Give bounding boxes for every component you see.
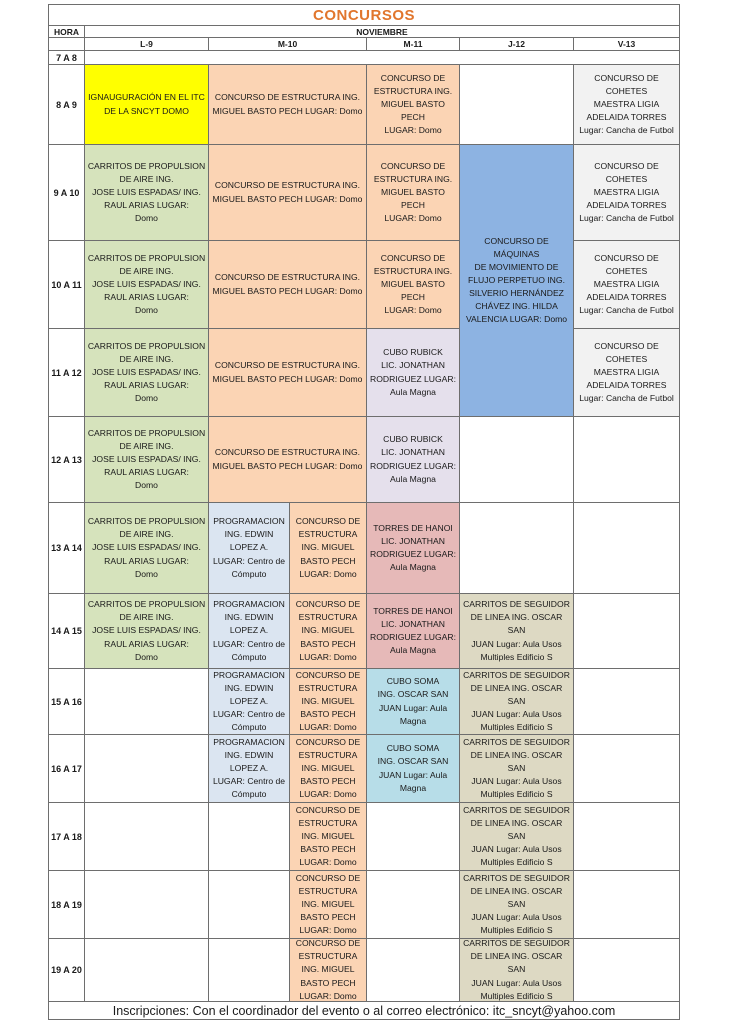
hour-label: 12 A 13 <box>48 416 85 503</box>
day-header-m10: M-10 <box>208 37 367 51</box>
event-concurso-estructura: CONCURSO DE ESTRUCTURA ING. MIGUEL BASTO PECH LUGAR: Domo <box>208 416 367 503</box>
event-carritos-seguidor: CARRITOS DE SEGUIDOR DE LINEA ING. OSCAR SAN JUAN Lugar: Aula Usos Multiples Edificio S <box>459 938 574 1002</box>
event-concurso-estructura: CONCURSO DE ESTRUCTURA ING. MIGUEL BASTO PECH LUGAR: Domo <box>208 328 367 417</box>
event-concurso-estructura: CONCURSO DE ESTRUCTURA ING. MIGUEL BASTO PECH LUGAR: Domo <box>366 64 460 145</box>
empty-cell <box>573 938 680 1002</box>
event-programacion: PROGRAMACION ING. EDWIN LOPEZ A. LUGAR: Centro de Cómputo <box>208 668 290 735</box>
empty-cell <box>84 938 209 1002</box>
hour-label: 17 A 18 <box>48 802 85 871</box>
empty-cell <box>208 870 290 939</box>
hour-label: 11 A 12 <box>48 328 85 417</box>
empty-cell <box>573 802 680 871</box>
empty-cell <box>573 668 680 735</box>
event-carritos-seguidor: CARRITOS DE SEGUIDOR DE LINEA ING. OSCAR SAN JUAN Lugar: Aula Usos Multiples Edificio S <box>459 734 574 803</box>
event-concurso-estructura: CONCURSO DE ESTRUCTURA ING. MIGUEL BASTO PECH LUGAR: Domo <box>208 64 367 145</box>
event-torres-hanoi: TORRES DE HANOI LIC. JONATHAN RODRIGUEZ LUGAR: Aula Magna <box>366 502 460 594</box>
event-torres-hanoi: TORRES DE HANOI LIC. JONATHAN RODRIGUEZ LUGAR: Aula Magna <box>366 593 460 669</box>
event-carritos-propulsion: CARRITOS DE PROPULSION DE AIRE ING. JOSE LUIS ESPADAS/ ING. RAUL ARIAS LUGAR: Domo <box>84 240 209 329</box>
empty-cell <box>459 64 574 145</box>
schedule-sheet <box>48 4 680 1020</box>
empty-cell <box>459 416 574 503</box>
event-carritos-propulsion: CARRITOS DE PROPULSION DE AIRE ING. JOSE LUIS ESPADAS/ ING. RAUL ARIAS LUGAR: Domo <box>84 502 209 594</box>
hour-label: 10 A 11 <box>48 240 85 329</box>
event-concurso-cohetes: CONCURSO DE COHETES MAESTRA LIGIA ADELAIDA TORRES Lugar: Cancha de Futbol <box>573 64 680 145</box>
event-carritos-seguidor: CARRITOS DE SEGUIDOR DE LINEA ING. OSCAR SAN JUAN Lugar: Aula Usos Multiples Edificio S <box>459 668 574 735</box>
empty-cell <box>84 802 209 871</box>
event-concurso-estructura: CONCURSO DE ESTRUCTURA ING. MIGUEL BASTO PECH LUGAR: Domo <box>208 144 367 241</box>
event-concurso-cohetes: CONCURSO DE COHETES MAESTRA LIGIA ADELAIDA TORRES Lugar: Cancha de Futbol <box>573 328 680 417</box>
registration-footer: Inscripciones: Con el coordinador del evento o al correo electrónico: itc_sncyt@yahoo.com <box>48 1001 680 1020</box>
hour-label: 8 A 9 <box>48 64 85 145</box>
event-programacion: PROGRAMACION ING. EDWIN LOPEZ A. LUGAR: Centro de Cómputo <box>208 734 290 803</box>
event-concurso-estructura: CONCURSO DE ESTRUCTURA ING. MIGUEL BASTO PECH LUGAR: Domo <box>208 240 367 329</box>
empty-cell <box>84 668 209 735</box>
event-carritos-seguidor: CARRITOS DE SEGUIDOR DE LINEA ING. OSCAR SAN JUAN Lugar: Aula Usos Multiples Edificio S <box>459 802 574 871</box>
empty-cell <box>573 870 680 939</box>
event-concurso-estructura: CONCURSO DE ESTRUCTURA ING. MIGUEL BASTO PECH LUGAR: Domo <box>366 144 460 241</box>
event-carritos-propulsion: CARRITOS DE PROPULSION DE AIRE ING. JOSE LUIS ESPADAS/ ING. RAUL ARIAS LUGAR: Domo <box>84 328 209 417</box>
page-title: CONCURSOS <box>48 4 680 26</box>
event-concurso-estructura: CONCURSO DE ESTRUCTURA ING. MIGUEL BASTO PECH LUGAR: Domo <box>289 593 367 669</box>
event-carritos-propulsion: CARRITOS DE PROPULSION DE AIRE ING. JOSE LUIS ESPADAS/ ING. RAUL ARIAS LUGAR: Domo <box>84 144 209 241</box>
empty-cell <box>366 870 460 939</box>
day-header-j12: J-12 <box>459 37 574 51</box>
empty-cell <box>573 502 680 594</box>
event-concurso-estructura: CONCURSO DE ESTRUCTURA ING. MIGUEL BASTO PECH LUGAR: Domo <box>289 502 367 594</box>
hour-label: 15 A 16 <box>48 668 85 735</box>
event-concurso-estructura: CONCURSO DE ESTRUCTURA ING. MIGUEL BASTO PECH LUGAR: Domo <box>289 734 367 803</box>
empty-cell <box>84 870 209 939</box>
event-concurso-estructura: CONCURSO DE ESTRUCTURA ING. MIGUEL BASTO PECH LUGAR: Domo <box>289 870 367 939</box>
event-cubo-rubick: CUBO RUBICK LIC. JONATHAN RODRIGUEZ LUGAR: Aula Magna <box>366 328 460 417</box>
event-concurso-cohetes: CONCURSO DE COHETES MAESTRA LIGIA ADELAIDA TORRES Lugar: Cancha de Futbol <box>573 144 680 241</box>
month-header: NOVIEMBRE <box>84 25 680 38</box>
hora-header: HORA <box>48 25 85 38</box>
empty-cell <box>573 734 680 803</box>
empty-cell <box>573 416 680 503</box>
hour-label: 13 A 14 <box>48 502 85 594</box>
event-concurso-estructura: CONCURSO DE ESTRUCTURA ING. MIGUEL BASTO PECH LUGAR: Domo <box>289 668 367 735</box>
event-carritos-seguidor: CARRITOS DE SEGUIDOR DE LINEA ING. OSCAR SAN JUAN Lugar: Aula Usos Multiples Edificio S <box>459 870 574 939</box>
day-header-v13: V-13 <box>573 37 680 51</box>
event-concurso-estructura: CONCURSO DE ESTRUCTURA ING. MIGUEL BASTO PECH LUGAR: Domo <box>289 938 367 1002</box>
empty-cell <box>84 734 209 803</box>
hour-label: 19 A 20 <box>48 938 85 1002</box>
empty-cell <box>208 938 290 1002</box>
hour-label: 7 A 8 <box>48 50 85 65</box>
event-concurso-estructura: CONCURSO DE ESTRUCTURA ING. MIGUEL BASTO PECH LUGAR: Domo <box>289 802 367 871</box>
event-concurso-cohetes: CONCURSO DE COHETES MAESTRA LIGIA ADELAIDA TORRES Lugar: Cancha de Futbol <box>573 240 680 329</box>
event-cubo-soma: CUBO SOMA ING. OSCAR SAN JUAN Lugar: Aula Magna <box>366 668 460 735</box>
event-cubo-rubick: CUBO RUBICK LIC. JONATHAN RODRIGUEZ LUGAR: Aula Magna <box>366 416 460 503</box>
empty-cell <box>366 802 460 871</box>
empty-cell <box>208 802 290 871</box>
hour-label: 18 A 19 <box>48 870 85 939</box>
empty-cell <box>459 502 574 594</box>
hour-label: 16 A 17 <box>48 734 85 803</box>
event-cubo-soma: CUBO SOMA ING. OSCAR SAN JUAN Lugar: Aula Magna <box>366 734 460 803</box>
event-concurso-maquinas: CONCURSO DE MÁQUINAS DE MOVIMIENTO DE FLUJO PERPETUO ING. SILVERIO HERNÁNDEZ CHÁVEZ ING. HILDA VALENCIA LUGAR: Domo <box>459 144 574 417</box>
empty-cell <box>573 593 680 669</box>
event-carritos-propulsion: CARRITOS DE PROPULSION DE AIRE ING. JOSE LUIS ESPADAS/ ING. RAUL ARIAS LUGAR: Domo <box>84 593 209 669</box>
hour-label: 9 A 10 <box>48 144 85 241</box>
event-concurso-estructura: CONCURSO DE ESTRUCTURA ING. MIGUEL BASTO PECH LUGAR: Domo <box>366 240 460 329</box>
event-inauguracion: IGNAUGURACIÓN EN EL ITC DE LA SNCYT DOMO <box>84 64 209 145</box>
event-carritos-seguidor: CARRITOS DE SEGUIDOR DE LINEA ING. OSCAR SAN JUAN Lugar: Aula Usos Multiples Edificio S <box>459 593 574 669</box>
day-header-l9: L-9 <box>84 37 209 51</box>
event-programacion: PROGRAMACION ING. EDWIN LOPEZ A. LUGAR: Centro de Cómputo <box>208 593 290 669</box>
day-header-blank <box>48 37 85 51</box>
empty-cell <box>84 50 680 65</box>
empty-cell <box>366 938 460 1002</box>
hour-label: 14 A 15 <box>48 593 85 669</box>
event-carritos-propulsion: CARRITOS DE PROPULSION DE AIRE ING. JOSE LUIS ESPADAS/ ING. RAUL ARIAS LUGAR: Domo <box>84 416 209 503</box>
event-programacion: PROGRAMACION ING. EDWIN LOPEZ A. LUGAR: Centro de Cómputo <box>208 502 290 594</box>
day-header-m11: M-11 <box>366 37 460 51</box>
